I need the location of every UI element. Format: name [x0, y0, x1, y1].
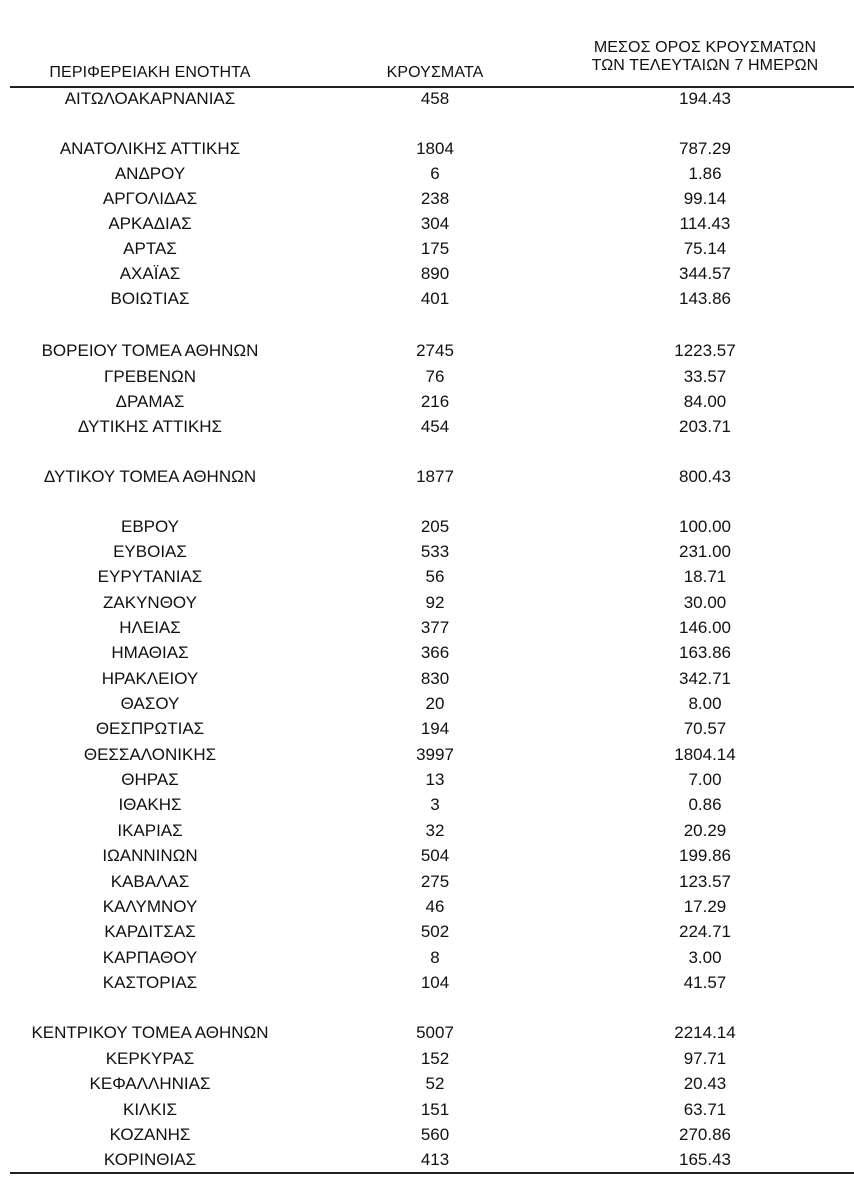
avg-value: 165.43 [679, 1150, 731, 1169]
cases-value: 458 [420, 89, 450, 108]
cases-value: 104 [420, 973, 450, 992]
region-name: ΚΑΣΤΟΡΙΑΣ [102, 973, 198, 992]
table-row [0, 186, 854, 211]
region-name: ΔΡΑΜΑΣ [115, 392, 185, 411]
table-row [0, 843, 854, 868]
cases-value: 46 [425, 897, 445, 916]
avg-value: 342.71 [679, 669, 731, 688]
avg-value: 199.86 [679, 846, 731, 865]
avg-value: 224.71 [679, 922, 731, 941]
region-name: ΚΑΛΥΜΝΟΥ [102, 897, 198, 916]
cases-value: 890 [420, 264, 450, 283]
table-row [0, 161, 854, 186]
table-row [0, 666, 854, 691]
table-row [0, 818, 854, 843]
region-name: ΑΝΔΡΟΥ [114, 164, 186, 183]
table-row [0, 86, 854, 111]
region-name: ΘΕΣΠΡΩΤΙΑΣ [95, 719, 205, 738]
table-row [0, 364, 854, 389]
cases-value: 238 [420, 189, 450, 208]
avg-value: 70.57 [683, 719, 727, 738]
table-row [0, 539, 854, 564]
avg-value: 203.71 [679, 417, 731, 436]
table-row [0, 286, 854, 311]
cases-value: 6 [430, 164, 440, 183]
region-name: ΘΕΣΣΑΛΟΝΙΚΗΣ [83, 745, 217, 764]
cases-value: 504 [420, 846, 450, 865]
cases-value: 1877 [416, 467, 454, 486]
header-cases: ΚΡΟΥΣΜΑΤΑ [386, 64, 484, 81]
table-row [0, 514, 854, 539]
table-row [0, 1147, 854, 1172]
region-name: ΗΜΑΘΙΑΣ [111, 643, 189, 662]
table-row [0, 894, 854, 919]
cases-value: 366 [420, 643, 450, 662]
region-name: ΚΕΦΑΛΛΗΝΙΑΣ [89, 1074, 211, 1093]
cases-value: 401 [420, 289, 450, 308]
table-row [0, 564, 854, 589]
region-name: ΕΒΡΟΥ [120, 517, 180, 536]
table-row [0, 1097, 854, 1122]
avg-value: 146.00 [679, 618, 731, 637]
header-avg-line1: ΜΕΣΟΣ ΟΡΟΣ ΚΡΟΥΣΜΑΤΩΝ [593, 39, 817, 56]
avg-value: 75.14 [683, 239, 727, 258]
table-row [0, 338, 854, 363]
table-row [0, 945, 854, 970]
avg-value: 41.57 [683, 973, 727, 992]
cases-value: 2745 [416, 341, 454, 360]
cases-value: 194 [420, 719, 450, 738]
table-row [0, 211, 854, 236]
region-name: ΑΙΤΩΛΟΑΚΑΡΝΑΝΙΑΣ [64, 89, 236, 108]
avg-value: 33.57 [683, 367, 727, 386]
table-row [0, 136, 854, 161]
avg-value: 84.00 [683, 392, 727, 411]
avg-value: 344.57 [679, 264, 731, 283]
cases-value: 56 [425, 567, 445, 586]
avg-value: 2214.14 [674, 1023, 736, 1042]
table-row [0, 389, 854, 414]
avg-value: 99.14 [683, 189, 727, 208]
avg-value: 114.43 [679, 214, 731, 233]
avg-value: 20.43 [683, 1074, 727, 1093]
region-name: ΙΚΑΡΙΑΣ [117, 821, 183, 840]
table-row [0, 919, 854, 944]
cases-value: 32 [425, 821, 445, 840]
cases-value: 413 [420, 1150, 450, 1169]
cases-value: 175 [420, 239, 450, 258]
table-row [0, 414, 854, 439]
region-name: ΚΟΖΑΝΗΣ [109, 1125, 191, 1144]
region-name: ΚΑΒΑΛΑΣ [110, 872, 190, 891]
cases-value: 152 [420, 1049, 450, 1068]
avg-value: 194.43 [679, 89, 731, 108]
cases-value: 533 [420, 542, 450, 561]
region-name: ΚΕΝΤΡΙΚΟΥ ΤΟΜΕΑ ΑΘΗΝΩΝ [31, 1023, 269, 1042]
table-row [0, 615, 854, 640]
region-name: ΗΡΑΚΛΕΙΟΥ [101, 669, 199, 688]
cases-value: 3 [430, 795, 440, 814]
cases-value: 275 [420, 872, 450, 891]
region-name: ΓΡΕΒΕΝΩΝ [104, 367, 196, 386]
region-name: ΑΧΑΪΑΣ [119, 264, 181, 283]
avg-value: 18.71 [683, 567, 727, 586]
region-name: ΕΥΒΟΙΑΣ [113, 542, 187, 561]
region-name: ΘΗΡΑΣ [121, 770, 179, 789]
region-name: ΑΡΤΑΣ [123, 239, 177, 258]
region-name: ΑΡΚΑΔΙΑΣ [108, 214, 192, 233]
cases-value: 502 [420, 922, 450, 941]
cases-value: 13 [425, 770, 445, 789]
avg-value: 800.43 [679, 467, 731, 486]
region-name: ΘΑΣΟΥ [120, 694, 180, 713]
table-row [0, 236, 854, 261]
table-row [0, 792, 854, 817]
cases-value: 52 [425, 1074, 445, 1093]
bottom-rule [10, 1172, 854, 1174]
table-row [0, 1122, 854, 1147]
cases-value: 151 [420, 1100, 450, 1119]
cases-value: 205 [420, 517, 450, 536]
avg-value: 30.00 [683, 593, 727, 612]
cases-value: 830 [420, 669, 450, 688]
table-row [0, 1020, 854, 1045]
cases-value: 216 [420, 392, 450, 411]
avg-value: 231.00 [679, 542, 731, 561]
avg-value: 8.00 [688, 694, 722, 713]
avg-value: 1223.57 [674, 341, 736, 360]
table-row [0, 261, 854, 286]
region-name: ΕΥΡΥΤΑΝΙΑΣ [97, 567, 203, 586]
avg-value: 270.86 [679, 1125, 731, 1144]
table-row [0, 869, 854, 894]
region-name: ΒΟΡΕΙΟΥ ΤΟΜΕΑ ΑΘΗΝΩΝ [41, 341, 259, 360]
cases-value: 1804 [416, 139, 454, 158]
avg-value: 63.71 [683, 1100, 727, 1119]
header-region: ΠΕΡΙΦΕΡΕΙΑΚΗ ΕΝΟΤΗΤΑ [49, 64, 251, 81]
avg-value: 163.86 [679, 643, 731, 662]
cases-value: 560 [420, 1125, 450, 1144]
cases-value: 377 [420, 618, 450, 637]
region-name: ΚΙΛΚΙΣ [123, 1100, 177, 1119]
avg-value: 0.86 [688, 795, 722, 814]
avg-value: 143.86 [679, 289, 731, 308]
avg-value: 17.29 [683, 897, 727, 916]
avg-value: 20.29 [683, 821, 727, 840]
avg-value: 787.29 [679, 139, 731, 158]
header-avg-line2: ΤΩΝ ΤΕΛΕΥΤΑΙΩΝ 7 ΗΜΕΡΩΝ [591, 57, 819, 74]
region-name: ΑΝΑΤΟΛΙΚΗΣ ΑΤΤΙΚΗΣ [59, 139, 241, 158]
region-name: ΚΑΡΠΑΘΟΥ [102, 948, 198, 967]
avg-value: 100.00 [679, 517, 731, 536]
region-name: ΒΟΙΩΤΙΑΣ [110, 289, 190, 308]
table-row [0, 742, 854, 767]
cases-value: 20 [425, 694, 445, 713]
cases-value: 92 [425, 593, 445, 612]
cases-value: 3997 [416, 745, 454, 764]
avg-value: 97.71 [683, 1049, 727, 1068]
region-name: ΙΩΑΝΝΙΝΩΝ [102, 846, 198, 865]
region-name: ΗΛΕΙΑΣ [119, 618, 181, 637]
cases-value: 8 [430, 948, 440, 967]
avg-value: 1.86 [688, 164, 722, 183]
region-name: ΚΑΡΔΙΤΣΑΣ [104, 922, 196, 941]
table-row [0, 464, 854, 489]
table-row [0, 691, 854, 716]
avg-value: 1804.14 [674, 745, 736, 764]
cases-value: 76 [425, 367, 445, 386]
table-row [0, 716, 854, 741]
header-7day-average [560, 39, 850, 75]
table-row [0, 970, 854, 995]
region-name: ΖΑΚΥΝΘΟΥ [103, 593, 197, 612]
table-row [0, 590, 854, 615]
region-name: ΑΡΓΟΛΙΔΑΣ [102, 189, 198, 208]
region-name: ΔΥΤΙΚΗΣ ΑΤΤΙΚΗΣ [77, 417, 223, 436]
cases-value: 454 [420, 417, 450, 436]
region-name: ΙΘΑΚΗΣ [118, 795, 182, 814]
cases-value: 5007 [416, 1023, 454, 1042]
region-name: ΔΥΤΙΚΟΥ ΤΟΜΕΑ ΑΘΗΝΩΝ [43, 467, 257, 486]
region-name: ΚΟΡΙΝΘΙΑΣ [103, 1150, 197, 1169]
avg-value: 123.57 [679, 872, 731, 891]
avg-value: 7.00 [688, 770, 722, 789]
table-row [0, 767, 854, 792]
region-name: ΚΕΡΚΥΡΑΣ [105, 1049, 195, 1068]
avg-value: 3.00 [688, 948, 722, 967]
table-row [0, 640, 854, 665]
cases-value: 304 [420, 214, 450, 233]
table-row [0, 1046, 854, 1071]
table-row [0, 1071, 854, 1096]
